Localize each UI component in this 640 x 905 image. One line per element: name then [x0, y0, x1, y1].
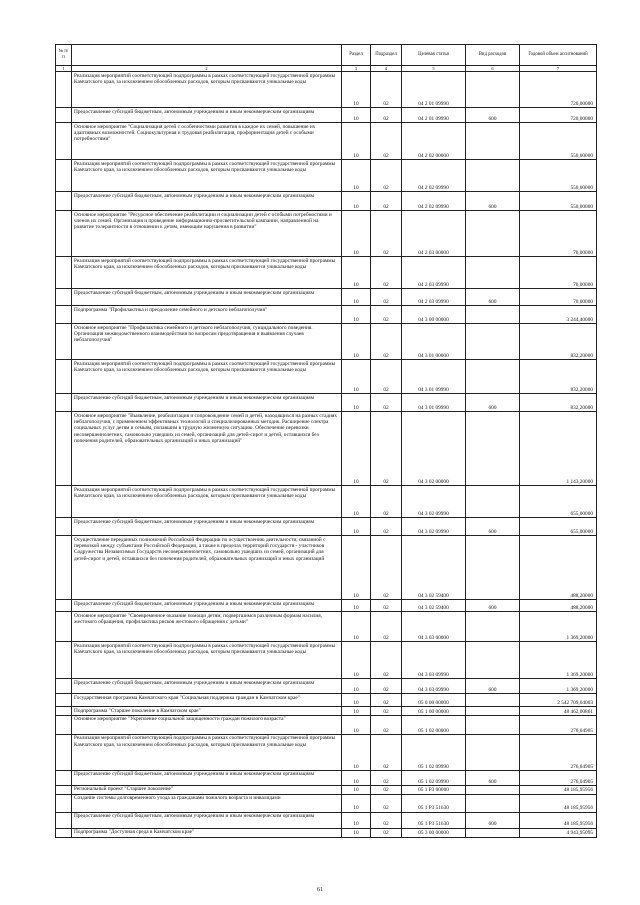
- row-name-cell: Реализация мероприятий соответствующей подпрограммы в рамках соответствующей государственной программы Камчатского края, за исключением обособленных расходов, которым присваиваются уникальные коды: [72, 72, 342, 108]
- row-number-cell: [56, 679, 72, 694]
- row-pr-cell: 02: [371, 536, 402, 600]
- row-pr-cell: 02: [371, 600, 402, 612]
- row-vr-cell: [466, 734, 520, 770]
- row-pr-cell: 02: [371, 770, 402, 785]
- table-row: [56, 108, 597, 123]
- row-sum-cell: 832,20000: [520, 360, 597, 394]
- row-pr-cell: 02: [371, 108, 402, 123]
- row-csr-cell: 04 3 02 09990: [402, 518, 466, 536]
- row-name-cell: Реализация мероприятий соответствующей подпрограммы в рамках соответствующей государственной программы Камчатского края, за исключением обособленных расходов, которым присваиваются уникальные коды: [72, 486, 342, 518]
- row-csr-cell: 05 1 02 09990: [402, 770, 466, 785]
- row-sum-cell: 832,20000: [520, 324, 597, 360]
- table-row: [56, 600, 597, 612]
- row-rz-cell: 10: [342, 289, 371, 306]
- row-vr-cell: [466, 412, 520, 486]
- row-pr-cell: 02: [371, 518, 402, 536]
- row-sum-cell: 550,00000: [520, 123, 597, 160]
- row-rz-cell: 10: [342, 324, 371, 360]
- row-csr-cell: 05 3 00 00000: [402, 828, 466, 837]
- row-sum-cell: 48 462,00861: [520, 707, 597, 716]
- row-vr-cell: 600: [466, 600, 520, 612]
- row-csr-cell: 04 3 02 59400: [402, 536, 466, 600]
- row-number-cell: [56, 72, 72, 108]
- row-rz-cell: 10: [342, 211, 371, 257]
- row-number-cell: [56, 160, 72, 192]
- row-vr-cell: [466, 211, 520, 257]
- row-sum-cell: 4 943,95095: [520, 828, 597, 837]
- row-name-cell: Подпрограмма "Доступная среда в Камчатском крае": [72, 828, 342, 837]
- row-rz-cell: 10: [342, 794, 371, 812]
- row-number-cell: [56, 642, 72, 679]
- table-row: [56, 192, 597, 211]
- row-name-cell: Предоставление субсидий бюджетным, автономным учреждениям и иным некоммерческим организациям: [72, 679, 342, 694]
- row-csr-cell: 05 1 P3 00000: [402, 785, 466, 794]
- row-csr-cell: 04 3 02 00000: [402, 412, 466, 486]
- table-row: [56, 536, 597, 600]
- row-number-cell: [56, 785, 72, 794]
- row-number-cell: [56, 123, 72, 160]
- row-name-cell: Реализация мероприятий соответствующей подпрограммы в рамках соответствующей государственной программы Камчатского края, за исключением обособленных расходов, которым присваиваются уникальные коды: [72, 734, 342, 770]
- table-row: [56, 679, 597, 694]
- row-csr-cell: 05 1 02 09990: [402, 734, 466, 770]
- table-row: [56, 828, 597, 837]
- column-index: 2: [72, 66, 342, 72]
- table-row: [56, 707, 597, 716]
- row-pr-cell: 02: [371, 694, 402, 707]
- row-rz-cell: 10: [342, 612, 371, 642]
- row-csr-cell: 04 2 02 09990: [402, 160, 466, 192]
- row-sum-cell: 1 369,20000: [520, 612, 597, 642]
- row-pr-cell: 02: [371, 160, 402, 192]
- row-rz-cell: 10: [342, 536, 371, 600]
- budget-table-sheet: [55, 44, 596, 838]
- table-row: [56, 412, 597, 486]
- row-number-cell: [56, 707, 72, 716]
- row-pr-cell: 02: [371, 123, 402, 160]
- row-sum-cell: 276,04905: [520, 770, 597, 785]
- row-number-cell: [56, 360, 72, 394]
- row-csr-cell: 04 2 01 09990: [402, 108, 466, 123]
- row-pr-cell: 02: [371, 734, 402, 770]
- row-name-cell: Подпрограмма "Старшее поколение в Камчатском крае": [72, 707, 342, 716]
- row-vr-cell: [466, 160, 520, 192]
- row-csr-cell: 05 1 P3 51630: [402, 794, 466, 812]
- row-pr-cell: 02: [371, 794, 402, 812]
- row-rz-cell: 10: [342, 257, 371, 289]
- row-rz-cell: 10: [342, 600, 371, 612]
- row-csr-cell: 04 2 02 00000: [402, 123, 466, 160]
- row-name-cell: Государственная программа Камчатского края "Социальная поддержка граждан в Камчатском крае": [72, 694, 342, 707]
- row-csr-cell: 04 3 01 00000: [402, 324, 466, 360]
- row-sum-cell: 276,04905: [520, 734, 597, 770]
- row-pr-cell: 02: [371, 486, 402, 518]
- row-number-cell: [56, 257, 72, 289]
- row-vr-cell: [466, 72, 520, 108]
- row-csr-cell: 04 2 02 09990: [402, 192, 466, 211]
- row-csr-cell: 04 3 03 09990: [402, 642, 466, 679]
- row-vr-cell: 600: [466, 518, 520, 536]
- header-target-article: Целевая статья: [402, 45, 466, 66]
- row-rz-cell: 10: [342, 679, 371, 694]
- row-rz-cell: 10: [342, 785, 371, 794]
- header-annual-sum: Годовой объем ассигнований: [520, 45, 597, 66]
- table-row: [56, 123, 597, 160]
- row-sum-cell: 655,00000: [520, 518, 597, 536]
- row-csr-cell: 04 3 03 09990: [402, 679, 466, 694]
- row-sum-cell: 1 369,20000: [520, 679, 597, 694]
- row-sum-cell: 2 542 709,04003: [520, 694, 597, 707]
- row-sum-cell: 655,00000: [520, 486, 597, 518]
- row-name-cell: Осуществление переданных полномочий Российской Федерации по осуществлению деятельности, связанной с перевозкой между субъектами Российской Федерации, а также в пределах территорий государств - участников Содружества Независимых Государств несовершеннолетних, самовольно ушедших из семей, организаций для детей-сирот и детей, оставшихся без попечения родителей, образовательных организаций и иных организаций: [72, 536, 342, 600]
- table-row: [56, 306, 597, 324]
- row-pr-cell: 02: [371, 192, 402, 211]
- row-sum-cell: 832,20000: [520, 394, 597, 412]
- row-vr-cell: [466, 306, 520, 324]
- row-vr-cell: [466, 486, 520, 518]
- row-number-cell: [56, 289, 72, 306]
- row-vr-cell: [466, 612, 520, 642]
- row-rz-cell: 10: [342, 123, 371, 160]
- row-name-cell: Предоставление субсидий бюджетным, автономным учреждениям и иным некоммерческим организациям: [72, 600, 342, 612]
- row-sum-cell: 70,00000: [520, 211, 597, 257]
- table-row: [56, 642, 597, 679]
- table-row: [56, 394, 597, 412]
- row-number-cell: [56, 108, 72, 123]
- row-rz-cell: 10: [342, 812, 371, 828]
- table-row: [56, 72, 597, 108]
- table-row: [56, 770, 597, 785]
- row-rz-cell: 10: [342, 770, 371, 785]
- row-vr-cell: 600: [466, 679, 520, 694]
- row-rz-cell: 10: [342, 394, 371, 412]
- row-name-cell: Предоставление субсидий бюджетным, автономным учреждениям и иным некоммерческим организациям: [72, 770, 342, 785]
- row-pr-cell: 02: [371, 642, 402, 679]
- row-vr-cell: [466, 257, 520, 289]
- row-name-cell: Реализация мероприятий соответствующей подпрограммы в рамках соответствующей государственной программы Камчатского края, за исключением обособленных расходов, которым присваиваются уникальные коды: [72, 257, 342, 289]
- row-rz-cell: 10: [342, 707, 371, 716]
- row-number-cell: [56, 412, 72, 486]
- row-sum-cell: 488,20000: [520, 600, 597, 612]
- row-sum-cell: 720,00000: [520, 72, 597, 108]
- row-name-cell: Предоставление субсидий бюджетным, автономным учреждениям и иным некоммерческим организациям: [72, 518, 342, 536]
- budget-table: [55, 44, 597, 838]
- column-index: 5: [402, 66, 466, 72]
- row-pr-cell: 02: [371, 812, 402, 828]
- table-body: [56, 72, 597, 838]
- row-sum-cell: 1 369,20000: [520, 642, 597, 679]
- header-podrazdel: Подраздел: [371, 45, 402, 66]
- row-pr-cell: 02: [371, 612, 402, 642]
- row-name-cell: Реализация мероприятий соответствующей подпрограммы в рамках соответствующей государственной программы Камчатского края, за исключением обособленных расходов, которым присваиваются уникальные коды: [72, 160, 342, 192]
- row-sum-cell: 550,00000: [520, 192, 597, 211]
- row-csr-cell: 04 2 01 09990: [402, 72, 466, 108]
- row-csr-cell: 04 3 01 09990: [402, 360, 466, 394]
- column-index: 7: [520, 66, 597, 72]
- row-rz-cell: 10: [342, 694, 371, 707]
- row-sum-cell: 70,00000: [520, 289, 597, 306]
- row-number-cell: [56, 812, 72, 828]
- table-row: [56, 612, 597, 642]
- column-index: 4: [371, 66, 402, 72]
- row-number-cell: [56, 306, 72, 324]
- table-row: [56, 324, 597, 360]
- row-vr-cell: 600: [466, 394, 520, 412]
- table-row: [56, 360, 597, 394]
- row-rz-cell: 10: [342, 486, 371, 518]
- table-row: [56, 785, 597, 794]
- row-pr-cell: 02: [371, 360, 402, 394]
- row-name-cell: Основное мероприятие "Профилактика семейного и детского неблагополучия, суицидального поведения. Организация межведомственного взаимодействия по вопросам предотвращения и выявления случаев неблагополучия": [72, 324, 342, 360]
- row-csr-cell: 05 1 00 00000: [402, 707, 466, 716]
- row-pr-cell: 02: [371, 257, 402, 289]
- row-number-cell: [56, 211, 72, 257]
- table-row: [56, 486, 597, 518]
- row-csr-cell: 04 2 03 09990: [402, 257, 466, 289]
- row-name-cell: Предоставление субсидий бюджетным, автономным учреждениям и иным некоммерческим организациям: [72, 192, 342, 211]
- row-vr-cell: 600: [466, 812, 520, 828]
- row-vr-cell: 600: [466, 192, 520, 211]
- row-name-cell: Предоставление субсидий бюджетным, автономным учреждениям и иным некоммерческим организациям: [72, 289, 342, 306]
- row-number-cell: [56, 600, 72, 612]
- row-vr-cell: [466, 642, 520, 679]
- row-pr-cell: 02: [371, 828, 402, 837]
- row-number-cell: [56, 794, 72, 812]
- table-row: [56, 289, 597, 306]
- row-name-cell: Основное мероприятие "Ресурсное обеспечение реабилитации и социализации детей с особыми потребностями и членов их семей. Организация и проведение информационно-просветительской кампании, направленной на развитие толерантности в отношении к детям, имеющим нарушения в развитии": [72, 211, 342, 257]
- row-name-cell: Предоставление субсидий бюджетным, автономным учреждениям и иным некоммерческим организациям: [72, 108, 342, 123]
- row-number-cell: [56, 694, 72, 707]
- row-number-cell: [56, 734, 72, 770]
- column-index: 3: [342, 66, 371, 72]
- row-pr-cell: 02: [371, 715, 402, 734]
- row-vr-cell: [466, 536, 520, 600]
- column-index: 1: [56, 66, 72, 72]
- row-pr-cell: 02: [371, 211, 402, 257]
- table-row: [56, 518, 597, 536]
- row-name-cell: Предоставление субсидий бюджетным, автономным учреждениям и иным некоммерческим организациям: [72, 394, 342, 412]
- table-row: [56, 160, 597, 192]
- row-rz-cell: 10: [342, 192, 371, 211]
- row-csr-cell: 04 3 02 09990: [402, 486, 466, 518]
- row-csr-cell: 04 2 03 00000: [402, 211, 466, 257]
- row-pr-cell: 02: [371, 289, 402, 306]
- row-number-cell: [56, 828, 72, 837]
- row-name-cell: Реализация мероприятий соответствующей подпрограммы в рамках соответствующей государственной программы Камчатского края, за исключением обособленных расходов, которым присваиваются уникальные коды: [72, 360, 342, 394]
- row-pr-cell: 02: [371, 324, 402, 360]
- row-vr-cell: [466, 707, 520, 716]
- row-pr-cell: 02: [371, 72, 402, 108]
- column-index: 6: [466, 66, 520, 72]
- row-rz-cell: 10: [342, 72, 371, 108]
- row-csr-cell: 04 3 03 00000: [402, 612, 466, 642]
- row-vr-cell: [466, 785, 520, 794]
- row-pr-cell: 02: [371, 394, 402, 412]
- table-row: [56, 257, 597, 289]
- header-expense-type: Вид расходов: [466, 45, 520, 66]
- row-vr-cell: 600: [466, 108, 520, 123]
- row-rz-cell: 10: [342, 642, 371, 679]
- row-rz-cell: 10: [342, 412, 371, 486]
- row-name-cell: Подпрограмма "Профилактика и преодоление семейного и детского неблагополучия": [72, 306, 342, 324]
- row-pr-cell: 02: [371, 707, 402, 716]
- row-number-cell: [56, 536, 72, 600]
- row-sum-cell: 1 143,20000: [520, 412, 597, 486]
- row-vr-cell: [466, 123, 520, 160]
- row-name-cell: Реализация мероприятий соответствующей подпрограммы в рамках соответствующей государственной программы Камчатского края, за исключением обособленных расходов, которым присваиваются уникальные коды: [72, 642, 342, 679]
- row-rz-cell: 10: [342, 160, 371, 192]
- row-sum-cell: 70,00000: [520, 257, 597, 289]
- row-name-cell: Предоставление субсидий бюджетным, автономным учреждениям и иным некоммерческим организациям: [72, 812, 342, 828]
- header-name: [72, 45, 342, 66]
- row-name-cell: Основное мероприятие "Выявление, реабилитация и сопровождение семей и детей, находящихся на разных стадиях неблагополучия, с применением эффективных технологий и специализированных методик. Расширение спектра социальных услуг детям и семьям, попавшим в трудную жизненную ситуацию. Обеспечение перевозки несовершеннолетних, самовольно ушедших из семей, организаций для детей-сирот и детей, оставшихся без попечения родителей, образовательных организаций и иных организаций": [72, 412, 342, 486]
- row-vr-cell: [466, 360, 520, 394]
- row-sum-cell: 48 185,95956: [520, 812, 597, 828]
- row-csr-cell: 04 3 02 59400: [402, 600, 466, 612]
- row-name-cell: Основное мероприятие "Своевременное оказание помощи детям, подвергшимся различным формам насилия, жестокого обращения, профилактика рисков жестокого обращения с детьми": [72, 612, 342, 642]
- row-rz-cell: 10: [342, 828, 371, 837]
- table-row: [56, 794, 597, 812]
- page-number: 61: [317, 887, 323, 893]
- row-sum-cell: 488,20000: [520, 536, 597, 600]
- row-vr-cell: [466, 794, 520, 812]
- row-number-cell: [56, 612, 72, 642]
- row-pr-cell: 02: [371, 306, 402, 324]
- table-row: [56, 715, 597, 734]
- row-vr-cell: [466, 324, 520, 360]
- table-row: [56, 734, 597, 770]
- row-csr-cell: 05 1 02 00000: [402, 715, 466, 734]
- row-name-cell: Основное мероприятие "Социализация детей с особенностями развития в каждое их семей, повышение их адаптивных возможностей. Социокультурная и трудовая реабилитация, профориентация детей с особыми потребностями": [72, 123, 342, 160]
- row-rz-cell: 10: [342, 715, 371, 734]
- table-row: [56, 211, 597, 257]
- row-pr-cell: 02: [371, 412, 402, 486]
- row-csr-cell: 04 3 00 00000: [402, 306, 466, 324]
- row-name-cell: Региональный проект "Старшее поколение": [72, 785, 342, 794]
- row-rz-cell: 10: [342, 306, 371, 324]
- row-vr-cell: 600: [466, 770, 520, 785]
- row-vr-cell: [466, 715, 520, 734]
- row-csr-cell: 05 1 P3 51630: [402, 812, 466, 828]
- row-csr-cell: 04 2 03 09990: [402, 289, 466, 306]
- row-rz-cell: 10: [342, 518, 371, 536]
- row-pr-cell: 02: [371, 785, 402, 794]
- row-number-cell: [56, 770, 72, 785]
- row-number-cell: [56, 518, 72, 536]
- row-rz-cell: 10: [342, 734, 371, 770]
- row-number-cell: [56, 486, 72, 518]
- header-razdel: Раздел: [342, 45, 371, 66]
- row-number-cell: [56, 324, 72, 360]
- header-num: № п/п: [56, 45, 72, 66]
- table-row: [56, 694, 597, 707]
- row-sum-cell: 48 185,95956: [520, 785, 597, 794]
- row-csr-cell: 05 0 00 00000: [402, 694, 466, 707]
- row-sum-cell: 550,00000: [520, 160, 597, 192]
- row-rz-cell: 10: [342, 360, 371, 394]
- row-vr-cell: [466, 694, 520, 707]
- row-sum-cell: 720,00000: [520, 108, 597, 123]
- row-number-cell: [56, 394, 72, 412]
- row-vr-cell: [466, 828, 520, 837]
- row-number-cell: [56, 192, 72, 211]
- row-csr-cell: 04 3 01 09990: [402, 394, 466, 412]
- row-sum-cell: 276,04905: [520, 715, 597, 734]
- header-row: [56, 45, 597, 66]
- row-rz-cell: 10: [342, 108, 371, 123]
- row-name-cell: Создание системы долговременного ухода за гражданами пожилого возраста и инвалидами: [72, 794, 342, 812]
- row-name-cell: Основное мероприятие "Укрепление социальной защищенности граждан пожилого возраста": [72, 715, 342, 734]
- row-sum-cell: 48 185,95956: [520, 794, 597, 812]
- row-pr-cell: 02: [371, 679, 402, 694]
- row-number-cell: [56, 715, 72, 734]
- row-sum-cell: 3 244,40000: [520, 306, 597, 324]
- table-row: [56, 812, 597, 828]
- row-vr-cell: 600: [466, 289, 520, 306]
